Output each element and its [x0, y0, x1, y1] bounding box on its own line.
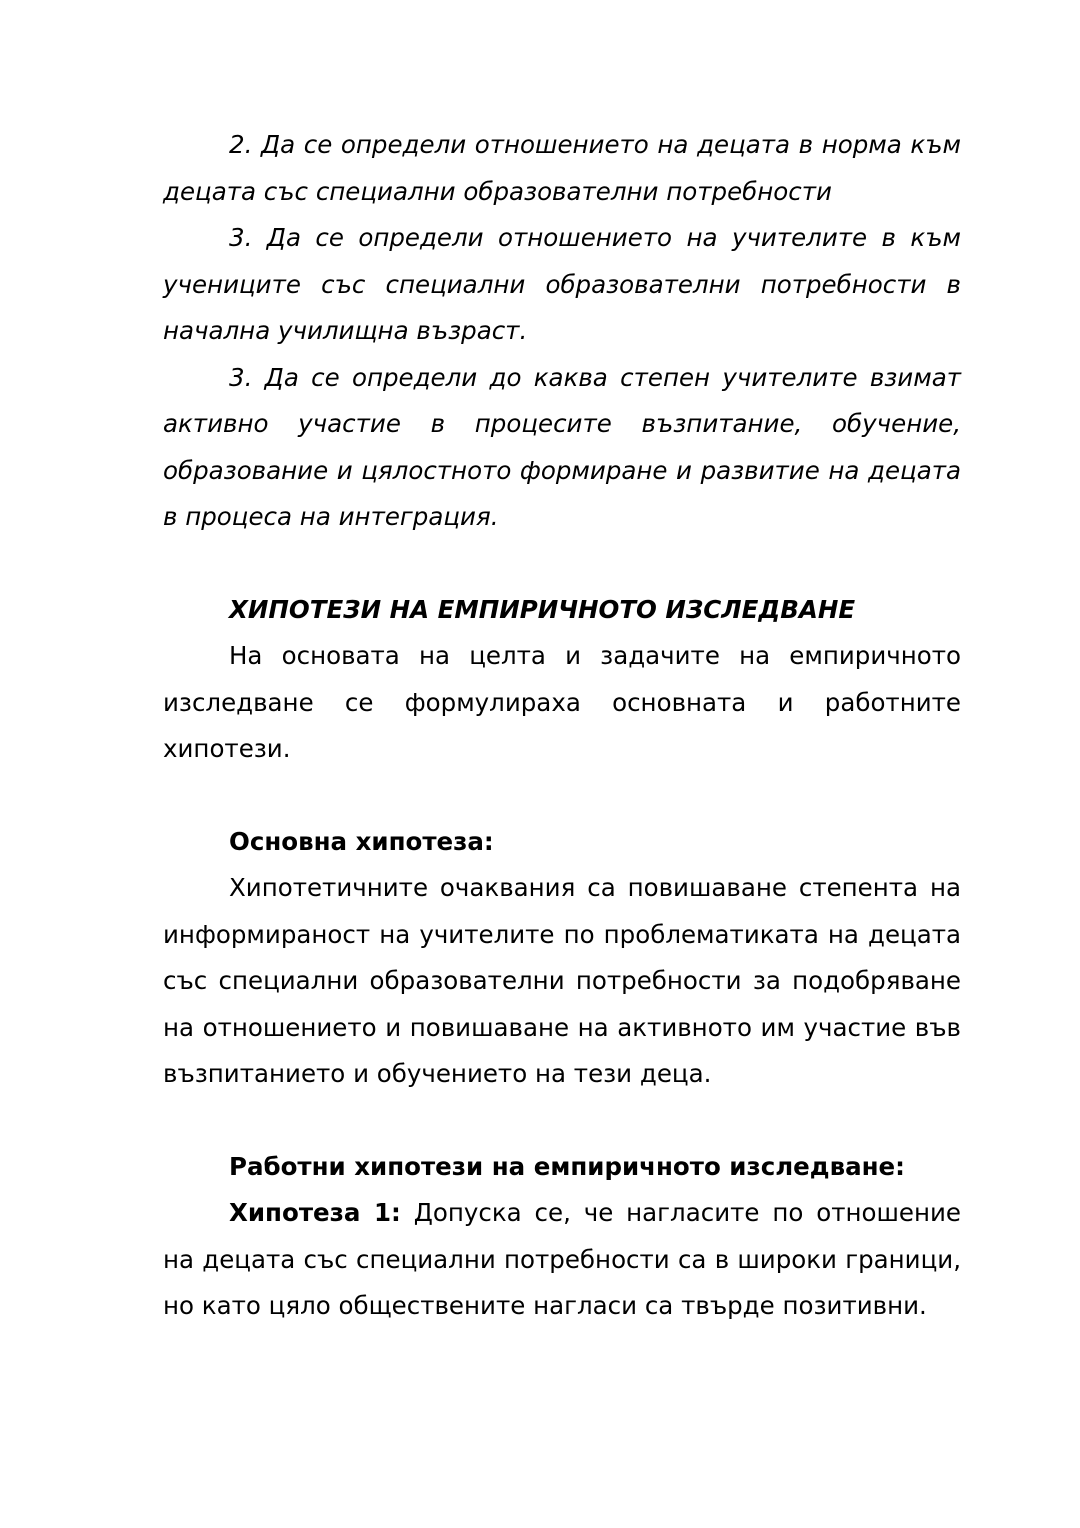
- hypothesis-1-label: Хипотеза 1:: [229, 1198, 401, 1227]
- task-item-3b: 3. Да се определи до каква степен учителите взимат активно участие в процесите възпитание, обучение, образование и цялостното формиране и развитие на децата в процеса на интеграция.: [163, 362, 961, 531]
- hypothesis-1: [163, 1190, 961, 1330]
- spacer: [163, 773, 961, 819]
- task-item-2: 2. Да се определи отношението на децата в норма към децата със специални образователни потребности: [163, 130, 961, 206]
- main-hypothesis-text: Хипотетичните очаквания са повишаване степента на информираност на учителите по проблематиката на децата със специални образователни потребности за подобряване на отношението и повишаване на активното им участие във възпитанието и обучението на тези деца.: [163, 873, 961, 1088]
- task-item-3: 3. Да се определи отношението на учителите в към учениците със специални образователни потребности в начална училищна възраст.: [163, 223, 961, 345]
- hypotheses-intro: На основата на целта и задачите на емпиричното изследване се формулираха основната и работните хипотези.: [163, 641, 961, 763]
- document-page: [163, 122, 961, 1330]
- spacer: [163, 1098, 961, 1144]
- main-hypothesis-title: Основна хипотеза:: [229, 826, 494, 856]
- working-hypotheses-title: Работни хипотези на емпиричното изследване:: [229, 1151, 905, 1181]
- hypothesis-1-text: Допуска се, че нагласите по отношение на децата със специални потребности са в широки граници, но като цяло обществените нагласи са твърде позитивни.: [163, 1198, 961, 1320]
- hypotheses-section-title: ХИПОТЕЗИ НА ЕМПИРИЧНОТО ИЗСЛЕДВАНЕ: [229, 594, 856, 624]
- spacer: [163, 541, 961, 587]
